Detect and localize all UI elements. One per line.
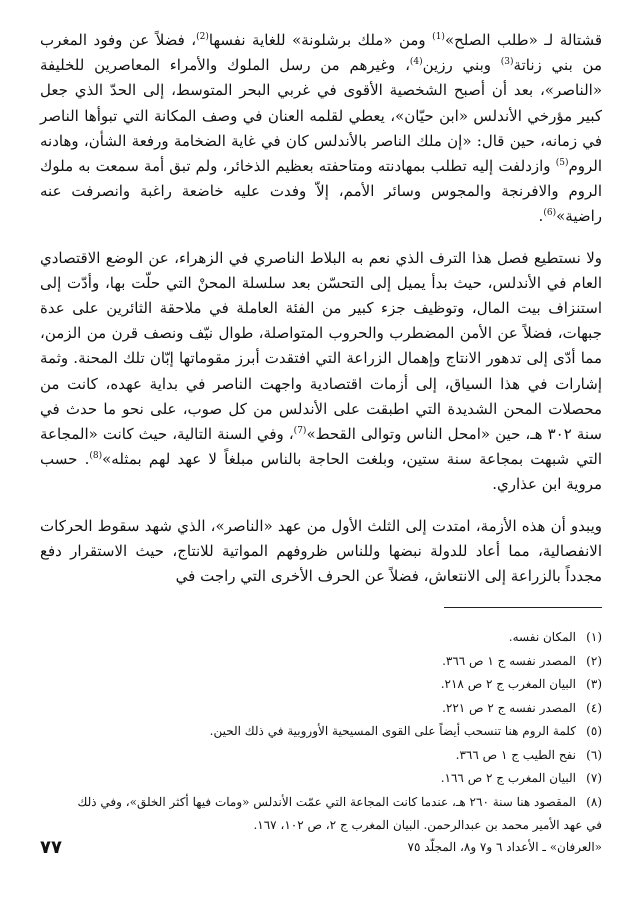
footnote-number: (٨) [586,794,602,809]
footnote-text: المصدر نفسه ج ٢ ص ٢٢١. [442,700,576,715]
footnote-number: (٧) [586,771,602,785]
text-run: وازدلفت إليه تطلب بمهادنته ومتاحفته بعظيم الذخائر، ولم تبق أمة سمعت به ملوك الروم والافرنجة والمجوس وسائر الأمم، إلاّ وفدت عليه خاضعة راغبة وانصرفت عنه راضية» [40,157,602,226]
footnote-item [40,791,602,815]
document-page [40,28,602,888]
footnote-text: المقصود هنا سنة ٢٦٠ هـ، عندما كانت المجاعة التي عمّت الأندلس «ومات فيها أكثر الخلق»، وفي ذلك [77,794,576,809]
body-paragraph-3: ويبدو أن هذه الأزمة، امتدت إلى الثلث الأول من عهد «الناصر»، الذي شهد سقوط الحركات الانفصالية، مما أعاد للدولة نبضها وللناس ظروفهم المواتية للانتاج، حيث الاستقرار دفع مجدداً بالزراعة إلى الانتعاش، فضلاً عن الحرف الأخرى التي راجت في [40,516,602,586]
text-run: وبني رزين [422,56,501,75]
text-run: . حسب مروية ابن عذاري. [40,450,602,494]
footnote-text: كلمة الروم هنا تنسحب أيضاً على القوى المسيحية الأوروبية في ذلك الحين. [209,724,576,738]
footnote-item [40,720,602,744]
footnote-ref-2[interactable]: (2) [196,32,209,42]
footnote-separator [444,607,602,608]
footnote-item [40,626,602,650]
page-footer [40,832,602,862]
footnote-text: البيان المغرب ج ٢ ص ٢١٨. [440,677,576,691]
journal-citation: «العرفان» ـ الأعداد ٦ و٧ و٨، المجلّد ٧٥ [407,840,602,854]
footnote-item [40,650,602,674]
footnote-item [40,697,602,721]
body-paragraph-2 [40,246,602,498]
body-paragraph-1 [40,28,602,230]
footnote-ref-8[interactable]: (8) [89,451,103,462]
text-run: قشتالة لـ «طلب الصلح» [444,31,602,49]
footnote-ref-1[interactable]: (1) [432,32,445,42]
footnote-number: (٦) [586,747,602,762]
text-run: ، وغيرهم من رسل الملوك والأمراء المعاصرين للخليفة «الناصر»، بعد أن أصبح الشخصية الأقوى في غربي البحر المتوسط، إلى الحدّ الذي جعل كبير مؤرخي الأندلس «ابن حيّان»، يعطي لقلمه العنان في وصف المكانة التي تبوأها الناصر في زمانه، حين قال: «إن ملك الناصر بالأندلس كان في غاية الضخامة ورفعة الشأن، وهادنه الروم [40,56,602,176]
footnote-text: نفح الطيب ج ١ ص ٣٦٦. [455,747,576,762]
footnote-text: المكان نفسه. [508,630,576,644]
footnote-number: (٣) [586,677,602,691]
footnotes [40,626,602,838]
footnote-number: (٢) [586,653,602,668]
footnote-number: (١) [586,630,602,644]
footnote-ref-5[interactable]: (5) [555,158,569,169]
footnote-text: البيان المغرب ج ٢ ص ١٦٦. [440,771,576,785]
footnote-ref-7[interactable]: (7) [293,426,307,437]
footnote-ref-4[interactable]: (4) [409,57,423,68]
footnote-item [40,744,602,768]
text-run: ، وفي السنة التالية، حيث كانت «المجاعة التي شبهت بمجاعة سنة ستين، وبلغت الحاجة بالناس مبلغاً لا عهد لهم بمثله» [40,425,603,469]
footnote-item [40,673,602,697]
text-run: ، فضلاً عن وفود المغرب من بني زناتة [40,31,602,75]
footnote-item [40,767,602,791]
footnote-ref-3[interactable]: (3) [500,57,514,68]
footnote-text: في عهد الأمير محمد بن عبدالرحمن. البيان المغرب ج ٢، ص ١٠٢، ١٦٧. [253,818,602,832]
text-run: . [538,207,544,226]
page-number: ٧٧ [40,836,62,857]
footnote-ref-6[interactable]: (6) [543,208,557,219]
text-run: ومن «ملك برشلونة» للغاية نفسها [208,31,433,49]
text-run: ولا نستطيع فصل هذا الترف الذي نعم به البلاط الناصري في الزهراء، عن الوضع الاقتصادي العام في الأندلس، حيث بدأ يميل إلى التحسّن بعد سلسلة المحنْ التي حلّت بها، وأدّت إلى استنزاف بيت المال، وتوظيف جزء كبير من الفئة العاملة في ملاحقة الثائرين على عدة جبهات، فضلاً عن الأمن المضطرب والحروب المتواصلة، طوال نيّف ونصف قرن من الزمن، مما أدّى إلى تدهور الانتاج وإهمال الزراعة التي افتقدت أبرز مقوماتها إبّان تلك المحنة. وثمة إشارات في هذا السياق، إلى أزمات اقتصادية واجهت الناصر في بداية عهده، كانت من محصلات المحن الشديدة التي اطبقت على الأندلس من كل صوب، على نحو ما حدث في سنة ٣٠٢ هـ، حين «امحل الناس وتوالى القحط» [40,248,603,444]
footnote-number: (٤) [586,700,602,715]
footnote-number: (٥) [586,724,602,738]
footnote-text: المصدر نفسه ج ١ ص ٣٦٦. [442,653,576,668]
